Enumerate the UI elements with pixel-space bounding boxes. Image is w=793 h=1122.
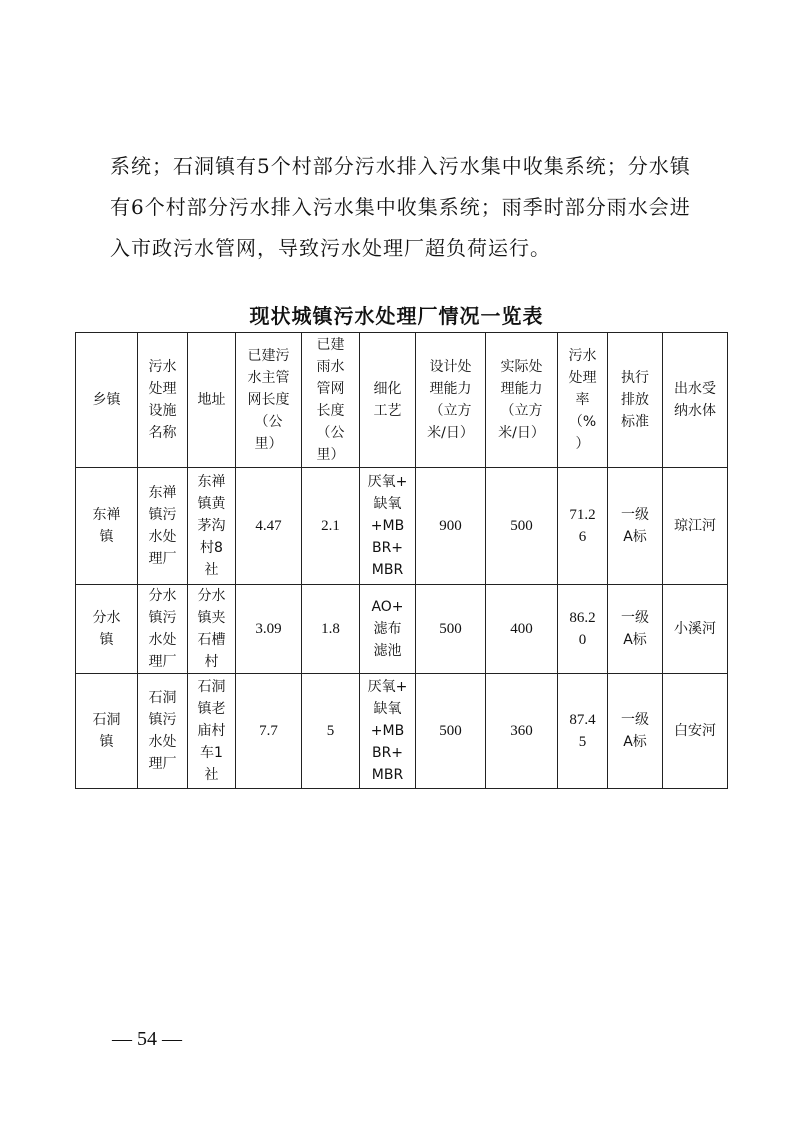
header-cell-sewer-length: 已建污 水主管 网长度 （公 里） [236, 333, 302, 468]
table-cell: 500 [486, 468, 558, 585]
table-cell: 400 [486, 585, 558, 674]
table-cell: 分水 镇夹 石槽 村 [188, 585, 236, 674]
table-cell: 7.7 [236, 674, 302, 789]
table-cell: 1.8 [302, 585, 360, 674]
table-cell: 分水 镇污 水处 理厂 [138, 585, 188, 674]
table-cell: 86.2 0 [558, 585, 608, 674]
header-cell-facility-name: 污水 处理 设施 名称 [138, 333, 188, 468]
table-cell: 小溪河 [663, 585, 728, 674]
table-cell: 石洞 镇 [76, 674, 138, 789]
header-cell-process: 细化 工艺 [360, 333, 416, 468]
header-cell-treatment-rate: 污水 处理 率 （% ） [558, 333, 608, 468]
header-cell-actual-capacity: 实际处 理能力 （立方 米/日） [486, 333, 558, 468]
page-number: — 54 — [112, 1028, 182, 1050]
paragraph-line: 系统；石洞镇有5个村部分污水排入污水集中收集系统；分水镇 [110, 154, 691, 178]
table-cell: 分水 镇 [76, 585, 138, 674]
table-cell: 白安河 [663, 674, 728, 789]
table-cell: 3.09 [236, 585, 302, 674]
table-cell: 360 [486, 674, 558, 789]
header-cell-standard: 执行 排放 标准 [608, 333, 663, 468]
table-cell: 87.4 5 [558, 674, 608, 789]
table-cell: 5 [302, 674, 360, 789]
table-cell: 东禅 镇黄 茅沟 村8 社 [188, 468, 236, 585]
table-cell: 一级 A标 [608, 585, 663, 674]
table-header-row [76, 333, 728, 468]
table-cell: 71.2 6 [558, 468, 608, 585]
table-cell: AO+ 滤布 滤池 [360, 585, 416, 674]
table-row [76, 468, 728, 585]
table-cell: 500 [416, 674, 486, 789]
table-cell: 东禅 镇 [76, 468, 138, 585]
table-caption: 现状城镇污水处理厂情况一览表 [249, 304, 544, 328]
table-cell: 4.47 [236, 468, 302, 585]
table-cell: 东禅 镇污 水处 理厂 [138, 468, 188, 585]
table-cell: 一级 A标 [608, 674, 663, 789]
table-cell: 500 [416, 585, 486, 674]
table-cell: 厌氧+ 缺氧 +MB BR+ MBR [360, 468, 416, 585]
paragraph-line: 入市政污水管网，导致污水处理厂超负荷运行。 [110, 236, 551, 260]
body-paragraph [110, 146, 730, 269]
table-row [76, 674, 728, 789]
wastewater-plant-table [75, 332, 728, 789]
header-cell-receiving-water: 出水受 纳水体 [663, 333, 728, 468]
header-cell-rain-pipe-length: 已建 雨水 管网 长度 （公 里） [302, 333, 360, 468]
header-cell-address: 地址 [188, 333, 236, 468]
table-cell: 一级 A标 [608, 468, 663, 585]
table-row [76, 585, 728, 674]
paragraph-line: 有6个村部分污水排入污水集中收集系统；雨季时部分雨水会进 [110, 195, 691, 219]
header-cell-design-capacity: 设计处 理能力 （立方 米/日） [416, 333, 486, 468]
header-cell-town: 乡镇 [76, 333, 138, 468]
table-cell: 2.1 [302, 468, 360, 585]
table-cell: 厌氧+ 缺氧 +MB BR+ MBR [360, 674, 416, 789]
table-cell: 900 [416, 468, 486, 585]
table-cell: 琼江河 [663, 468, 728, 585]
table-cell: 石洞 镇污 水处 理厂 [138, 674, 188, 789]
table-cell: 石洞 镇老 庙村 车1 社 [188, 674, 236, 789]
